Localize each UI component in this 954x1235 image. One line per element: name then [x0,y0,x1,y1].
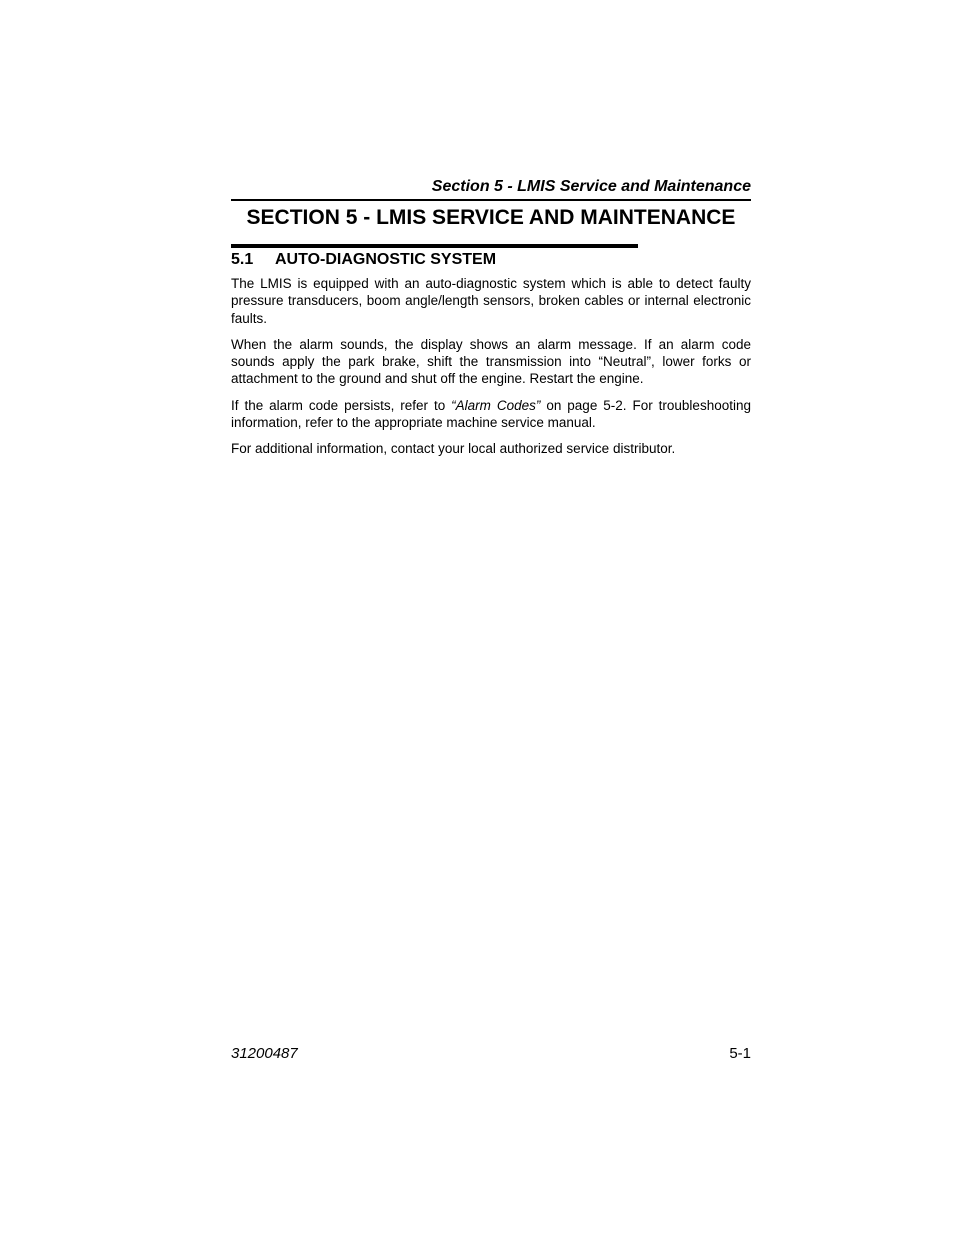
paragraph-alarm-persists-end: on page 5-2. For troubleshooting information, refer to the appropriate machine service manual. [231,397,751,431]
subsection-title: AUTO-DIAGNOSTIC SYSTEM [275,251,497,268]
document-number: 31200487 [231,1045,298,1062]
paragraph-alarm-persists-start: If the alarm code persists, refer to [231,397,452,413]
title-rule [231,244,638,248]
paragraph-intro: The LMIS is equipped with an auto-diagnostic system which is able to detect faulty pressure transducers, boom angle/length sensors, broken cables or internal electronic faults. [231,276,751,326]
paragraph-alarm-procedure: When the alarm sounds, the display shows an alarm message. If an alarm code sounds apply the park brake, shift the transmission into “Neutral”, lower forks or attachment to the ground and shut off the engine. Restart the engine. [231,336,751,387]
paragraph-alarm-persists [231,397,751,432]
subsection-number: 5.1 [231,251,254,268]
subsection-heading [231,250,496,270]
running-header: Section 5 - LMIS Service and Maintenance [431,178,751,195]
alarm-codes-link[interactable]: “Alarm Codes” [451,397,541,413]
body-text [231,275,751,467]
header-rule [231,199,751,201]
page-number: 5-1 [729,1045,751,1062]
section-title: SECTION 5 - LMIS SERVICE AND MAINTENANCE [246,206,736,229]
paragraph-contact: For additional information, contact your local authorized service distributor. [231,441,676,457]
